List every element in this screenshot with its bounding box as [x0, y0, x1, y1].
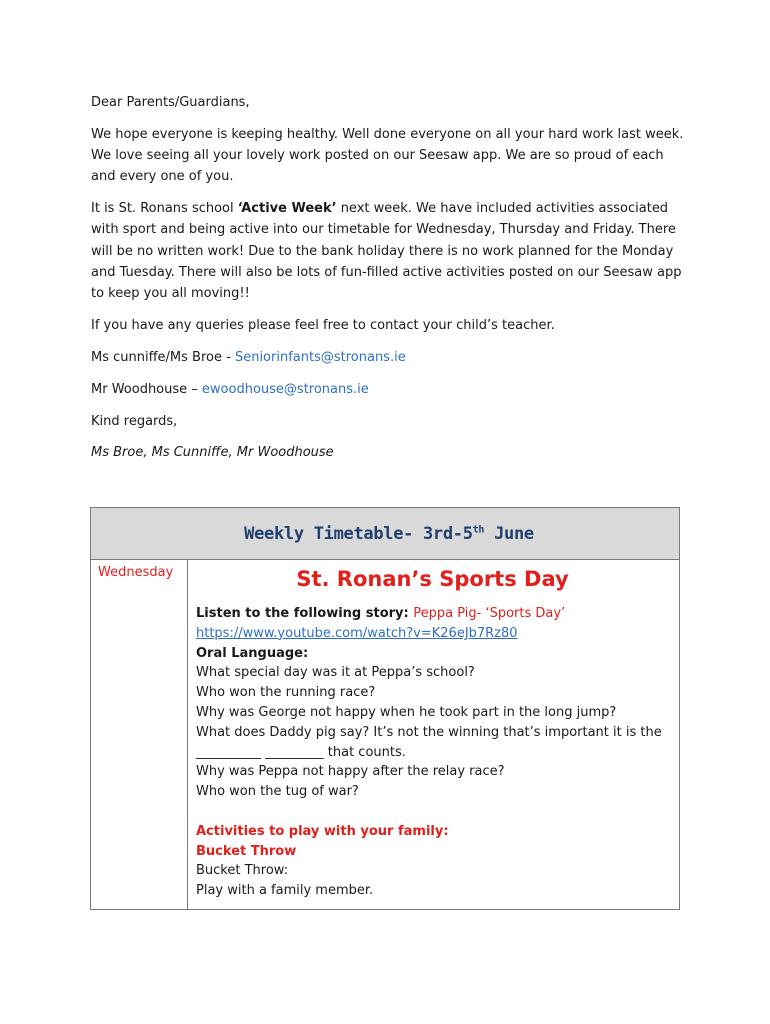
activity-line-2: Play with a family member. [196, 883, 374, 899]
question-5: Why was Peppa not happy after the relay race? [196, 764, 505, 780]
activity-title: Bucket Throw [196, 843, 297, 859]
contact-woodhouse [91, 379, 691, 400]
story-video-link[interactable]: https://www.youtube.com/watch?v=K26eJb7Rz80 [196, 625, 518, 641]
sports-day-headline: St. Ronan’s Sports Day [296, 567, 569, 591]
listen-line [196, 604, 669, 624]
timetable-title-main: Weekly Timetable- 3rd-5 [244, 523, 473, 544]
active-week-text-end: next week. We have included activities associated with sport and being active into our timetable for Wednesday, Thursday and Friday. There will be no written work! Due to the bank holiday there is no work planned for the Monday and Tuesday. There will also be lots of fun-filled active activities posted on our Seesaw app to keep you all moving!! [91, 201, 682, 302]
contact1-name: Ms cunniffe/Ms Broe - [91, 349, 235, 365]
paragraph-queries: If you have any queries please feel free to contact your child’s teacher. [91, 318, 555, 334]
question-2: Who won the running race? [196, 685, 376, 701]
activities-label: Activities to play with your family: [196, 823, 449, 839]
contact2-email-link[interactable]: ewoodhouse@stronans.ie [201, 381, 369, 397]
contact2-name: Mr Woodhouse – [91, 381, 202, 397]
day-label: Wednesday [91, 560, 188, 909]
active-week-emphasis: ‘Active Week’ [237, 201, 337, 217]
timetable-title-sup: th [472, 523, 485, 535]
contact1-email-link[interactable]: Seniorinfants@stronans.ie [234, 349, 406, 365]
timetable-row-wednesday [91, 560, 679, 909]
contact-senior-infants [91, 347, 691, 368]
greeting: Dear Parents/Guardians, [91, 95, 250, 110]
weekly-timetable [90, 507, 680, 910]
closing: Kind regards, [91, 413, 178, 429]
timetable-header [91, 508, 679, 560]
activity-line-1: Bucket Throw: [196, 863, 289, 879]
question-3: Why was George not happy when he took part in the long jump? [196, 704, 617, 720]
question-1: What special day was it at Peppa’s school? [196, 665, 475, 681]
active-week-text-start: It is St. Ronans school [91, 201, 238, 217]
day-content [189, 560, 679, 909]
paragraph-intro: We hope everyone is keeping healthy. Well done everyone on all your hard work last week. We love seeing all your lovely work posted on our Seesaw app. We are so proud of each and every one of you. [91, 126, 684, 185]
listen-label: Listen to the following story: [196, 606, 414, 621]
question-4: What does Daddy pig say? It’s not the winning that’s important it is the __________ _________ that counts. [196, 724, 662, 760]
paragraph-active-week [91, 198, 691, 304]
story-title: Peppa Pig- ‘Sports Day’ [413, 606, 566, 621]
letter-body [91, 92, 691, 474]
timetable-title [236, 524, 534, 544]
question-6: Who won the tug of war? [196, 784, 359, 800]
spacer [196, 802, 669, 822]
signature: Ms Broe, Ms Cunniffe, Mr Woodhouse [91, 445, 334, 461]
oral-language-label: Oral Language: [196, 645, 309, 661]
timetable-title-end: June [484, 523, 534, 544]
